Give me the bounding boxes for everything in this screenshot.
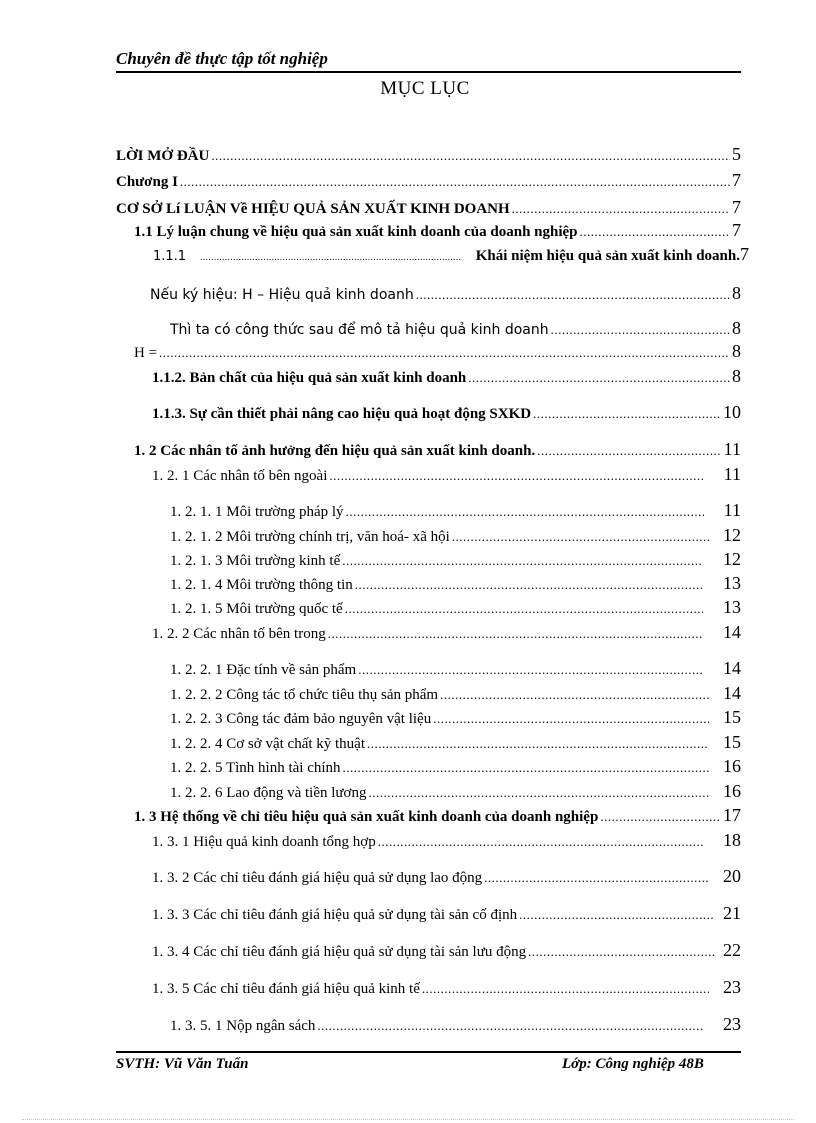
toc-page-number: 12 xyxy=(723,549,741,569)
toc-entry-1-2-1[interactable] xyxy=(152,464,741,485)
page-header-title: Chuyên đề thực tập tốt nghiệp xyxy=(116,49,328,68)
dot-leader xyxy=(551,322,730,338)
dot-leader xyxy=(580,224,730,240)
toc-entry-1-1-1[interactable] xyxy=(153,244,749,265)
toc-entry-label: Khái niệm hiệu quả sản xuất kinh doanh. xyxy=(475,248,740,264)
toc-page-number: 16 xyxy=(723,756,741,776)
toc-entry-chuong-1[interactable] xyxy=(116,170,741,191)
footer-class: Lớp: Công nghiệp 48B xyxy=(562,1056,704,1072)
dot-leader xyxy=(367,736,709,752)
toc-page-number: 11 xyxy=(723,500,741,520)
toc-page-number: 7 xyxy=(740,244,749,264)
toc-page-number: 7 xyxy=(732,170,741,190)
dot-leader xyxy=(329,468,703,484)
toc-entry-co-so-li-luan[interactable] xyxy=(116,197,741,218)
dot-leader xyxy=(159,345,730,361)
toc-page-number: 8 xyxy=(732,341,741,361)
page-bottom-edge xyxy=(22,1119,794,1120)
dot-leader xyxy=(528,944,715,960)
toc-entry-1-2-2-3[interactable] xyxy=(170,707,741,728)
toc-entry-label: Chương I xyxy=(116,174,178,190)
dot-leader xyxy=(537,443,721,459)
toc-entry-label: 1. 3. 5. 1 Nộp ngân sách xyxy=(170,1018,316,1034)
toc-entry-label: Nếu ký hiệu: H – Hiệu quả kinh doanh xyxy=(150,287,414,303)
toc-entry-label: 1. 2. 1 Các nhân tố bên ngoài xyxy=(152,468,328,484)
toc-entry-1-2-1-3[interactable] xyxy=(170,549,741,570)
toc-entry-1-3[interactable] xyxy=(134,805,741,826)
toc-entry-1-3-3[interactable] xyxy=(152,903,741,924)
toc-page-number: 7 xyxy=(732,197,741,217)
toc-entry-1-1[interactable] xyxy=(134,220,741,241)
toc-entry-label: 1. 2. 2. 6 Lao động và tiền lương xyxy=(170,785,367,801)
toc-title: MỤC LỤC xyxy=(380,78,470,99)
toc-entry-label: 1. 2 Các nhân tố ảnh hưởng đến hiệu quả sản xuất kinh doanh. xyxy=(134,443,536,459)
dot-leader xyxy=(328,626,703,642)
toc-entry-label: 1. 2. 2. 5 Tình hình tài chính xyxy=(170,760,341,776)
dot-leader xyxy=(343,760,709,776)
dot-leader xyxy=(358,662,703,678)
toc-entry-label: 1.1.3. Sự cần thiết phải nâng cao hiệu quả hoạt động SXKD xyxy=(152,406,532,422)
toc-page-number: 11 xyxy=(723,464,741,484)
toc-page-number: 15 xyxy=(723,707,741,727)
toc-page-number: 11 xyxy=(723,439,741,459)
toc-entry-1-2-2-5[interactable] xyxy=(170,756,741,777)
toc-entry-1-3-4[interactable] xyxy=(152,940,741,961)
toc-entry-number: 1.1.1 xyxy=(153,249,187,264)
dot-leader xyxy=(433,711,709,727)
dot-leader xyxy=(317,1018,703,1034)
toc-page-number: 16 xyxy=(723,781,741,801)
dot-leader xyxy=(440,687,709,703)
toc-page-number: 5 xyxy=(732,144,741,164)
toc-entry-h-equals[interactable] xyxy=(134,341,741,362)
toc-page-number: 14 xyxy=(723,683,741,703)
toc-entry-label: 1. 3. 4 Các chỉ tiêu đánh giá hiệu quả sử dụng tài sản lưu động xyxy=(152,944,527,960)
toc-entry-label: 1.1.2. Bản chất của hiệu quả sản xuất kinh doanh xyxy=(152,370,467,386)
toc-entry-label: 1. 2. 1. 1 Môi trường pháp lý xyxy=(170,504,344,520)
toc-page-number: 21 xyxy=(723,903,741,923)
footer-rule xyxy=(116,1051,741,1053)
footer-student: SVTH: Vũ Văn Tuấn xyxy=(116,1056,249,1072)
toc-page-number: 14 xyxy=(723,658,741,678)
dot-leader xyxy=(422,981,709,997)
dot-leader xyxy=(200,252,462,262)
dot-leader xyxy=(416,287,730,303)
toc-entry-label: 1. 2. 2. 2 Công tác tổ chức tiêu thụ sản phẩm xyxy=(170,687,439,703)
toc-entry-1-2-1-2[interactable] xyxy=(170,525,741,546)
dot-leader xyxy=(512,201,730,217)
toc-entry-1-2-1-4[interactable] xyxy=(170,573,741,594)
toc-entry-1-2-2-6[interactable] xyxy=(170,781,741,802)
toc-page-number: 14 xyxy=(723,622,741,642)
toc-entry-1-3-5[interactable] xyxy=(152,977,741,998)
dot-leader xyxy=(600,809,721,825)
toc-entry-label: 1. 2. 2. 3 Công tác đảm bảo nguyên vật liệu xyxy=(170,711,432,727)
toc-entry-1-3-2[interactable] xyxy=(152,866,741,887)
toc-entry-label: 1. 2. 1. 4 Môi trường thông tin xyxy=(170,577,353,593)
toc-entry-label: 1. 2. 1. 5 Môi trường quốc tế xyxy=(170,601,343,617)
toc-entry-1-2-1-1[interactable] xyxy=(170,500,741,521)
dot-leader xyxy=(468,370,730,386)
toc-entry-label: 1. 2. 1. 2 Môi trường chính trị, văn hoá- xã hội xyxy=(170,529,450,545)
toc-entry-1-1-3[interactable] xyxy=(152,402,741,423)
toc-entry-loi-mo-dau[interactable] xyxy=(116,144,741,165)
toc-page-number: 12 xyxy=(723,525,741,545)
dot-leader xyxy=(519,907,715,923)
toc-entry-neu-ky-hieu[interactable] xyxy=(150,283,741,304)
toc-page-number: 23 xyxy=(723,1014,741,1034)
toc-entry-1-2-1-5[interactable] xyxy=(170,597,741,618)
toc-entry-1-3-1[interactable] xyxy=(152,830,741,851)
toc-page-number: 20 xyxy=(723,866,741,886)
toc-entry-1-2-2[interactable] xyxy=(152,622,741,643)
dot-leader xyxy=(211,148,730,164)
toc-entry-label: LỜI MỞ ĐẦU xyxy=(116,148,210,164)
header-rule xyxy=(116,71,741,73)
toc-entry-label: 1. 2. 1. 3 Môi trường kinh tế xyxy=(170,553,341,569)
toc-entry-label: 1. 2. 2 Các nhân tố bên trong xyxy=(152,626,326,642)
toc-page-number: 7 xyxy=(732,220,741,240)
toc-entry-label: CƠ SỞ Lí LUẬN Về HIỆU QUẢ SẢN XUẤT KINH DOANH xyxy=(116,201,510,217)
toc-entry-label: 1. 3. 1 Hiệu quả kinh doanh tổng hợp xyxy=(152,834,376,850)
toc-page-number: 17 xyxy=(723,805,741,825)
dot-leader xyxy=(346,504,704,520)
toc-page-number: 23 xyxy=(723,977,741,997)
toc-page-number: 18 xyxy=(723,830,741,850)
toc-entry-1-2-2-1[interactable] xyxy=(170,658,741,679)
dot-leader xyxy=(452,529,709,545)
toc-entry-label: 1. 3 Hệ thống về chỉ tiêu hiệu quả sản xuất kinh doanh của doanh nghiệp xyxy=(134,809,599,825)
dot-leader xyxy=(180,174,730,190)
toc-page-number: 13 xyxy=(723,573,741,593)
toc-entry-1-2[interactable] xyxy=(134,439,741,460)
toc-entry-label: 1. 3. 2 Các chỉ tiêu đánh giá hiệu quả sử dụng lao động xyxy=(152,870,483,886)
toc-entry-thi-ta-co[interactable] xyxy=(170,318,741,339)
toc-page-number: 22 xyxy=(723,940,741,960)
toc-page-number: 10 xyxy=(723,402,741,422)
toc-entry-1-3-5-1[interactable] xyxy=(170,1014,741,1035)
toc-entry-1-2-2-2[interactable] xyxy=(170,683,741,704)
toc-entry-label: Thì ta có công thức sau để mô tả hiệu quả kinh doanh xyxy=(170,322,549,338)
toc-entry-1-2-2-4[interactable] xyxy=(170,732,741,753)
toc-page-number: 8 xyxy=(732,283,741,303)
toc-page-number: 8 xyxy=(732,318,741,338)
toc-entry-label: 1. 3. 3 Các chỉ tiêu đánh giá hiệu quả sử dụng tài sản cố định xyxy=(152,907,518,923)
dot-leader xyxy=(342,553,703,569)
toc-entry-label: 1. 2. 2. 4 Cơ sở vật chất kỹ thuật xyxy=(170,736,366,752)
dot-leader xyxy=(345,601,703,617)
dot-leader xyxy=(533,406,721,422)
toc-page-number: 8 xyxy=(732,366,741,386)
toc-entry-label: H = xyxy=(134,345,158,361)
toc-entry-label: 1. 3. 5 Các chỉ tiêu đánh giá hiệu quả kinh tế xyxy=(152,981,420,997)
dot-leader xyxy=(378,834,703,850)
toc-page-number: 13 xyxy=(723,597,741,617)
dot-leader xyxy=(484,870,709,886)
toc-entry-1-1-2[interactable] xyxy=(152,366,741,387)
toc-entry-label: 1. 2. 2. 1 Đặc tính về sản phẩm xyxy=(170,662,357,678)
dot-leader xyxy=(368,785,709,801)
toc-page-number: 15 xyxy=(723,732,741,752)
toc-entry-label: 1.1 Lý luận chung về hiệu quả sản xuất kinh doanh của doanh nghiệp xyxy=(134,224,578,240)
dot-leader xyxy=(355,577,703,593)
